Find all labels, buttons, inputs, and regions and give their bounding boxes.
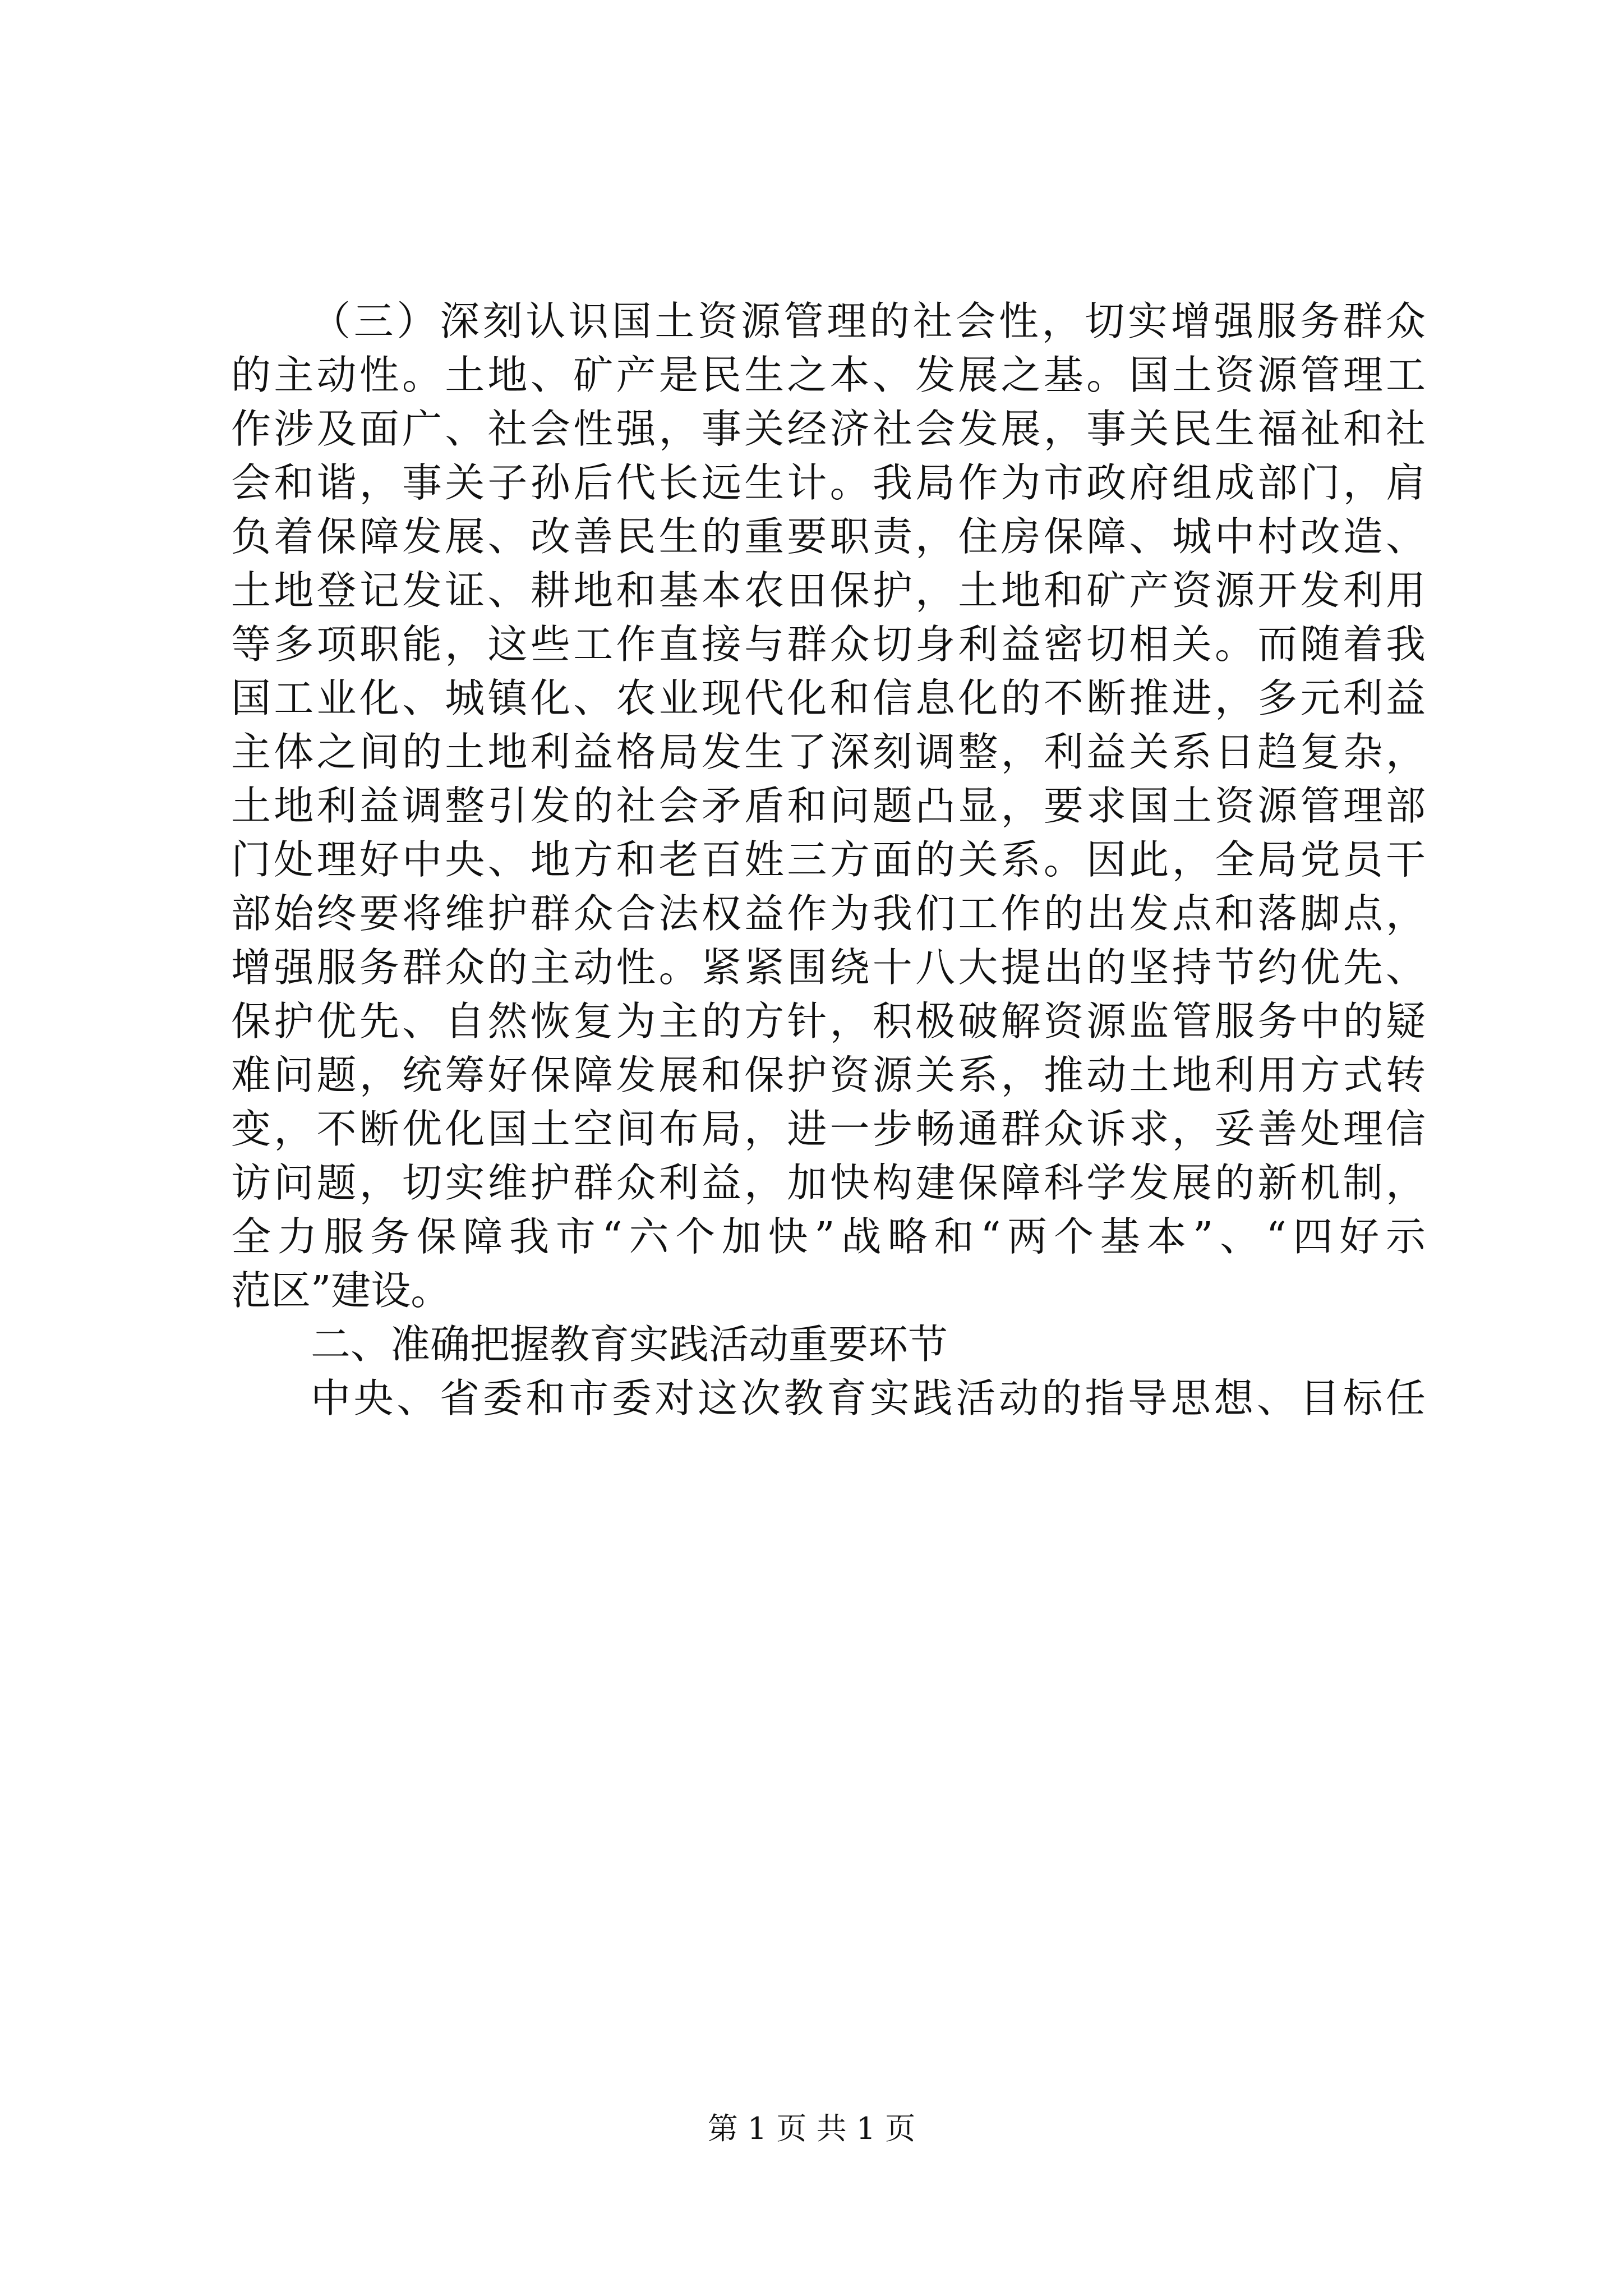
- paragraph-line: 保护优先、自然恢复为主的方针，积极破解资源监管服务中的疑: [231, 998, 1426, 1045]
- paragraph-line: 的主动性。土地、矿产是民生之本、发展之基。国土资源管理工: [231, 352, 1426, 398]
- paragraph-line: 土地登记发证、耕地和基本农田保护，土地和矿产资源开发利用: [231, 567, 1426, 614]
- paragraph-line: 范区”建设。: [231, 1267, 451, 1314]
- paragraph-line: 部始终要将维护群众合法权益作为我们工作的出发点和落脚点，: [231, 890, 1426, 937]
- paragraph-line: 难问题，统筹好保障发展和保护资源关系，推动土地利用方式转: [231, 1052, 1426, 1098]
- paragraph-line: 访问题，切实维护群众利益，加快构建保障科学发展的新机制，: [231, 1159, 1426, 1206]
- paragraph-line: 中央、省委和市委对这次教育实践活动的指导思想、目标任: [311, 1375, 1426, 1421]
- paragraph-line: 变，不断优化国土空间布局，进一步畅通群众诉求，妥善处理信: [231, 1106, 1426, 1152]
- document-body: [231, 295, 1426, 1425]
- paragraph-line: 门处理好中央、地方和老百姓三方面的关系。因此，全局党员干: [231, 836, 1426, 883]
- paragraph-line: 负着保障发展、改善民生的重要职责，住房保障、城中村改造、: [231, 513, 1426, 560]
- paragraph-line: 作涉及面广、社会性强，事关经济社会发展，事关民生福祉和社: [231, 406, 1426, 452]
- paragraph-line: 主体之间的土地利益格局发生了深刻调整，利益关系日趋复杂，: [231, 729, 1426, 775]
- paragraph-line: 等多项职能，这些工作直接与群众切身利益密切相关。而随着我: [231, 621, 1426, 668]
- paragraph-line: 国工业化、城镇化、农业现代化和信息化的不断推进，多元利益: [231, 675, 1426, 721]
- paragraph-line: 会和谐，事关子孙后代长远生计。我局作为市政府组成部门，肩: [231, 459, 1426, 506]
- section-heading: 二、准确把握教育实践活动重要环节: [311, 1321, 948, 1368]
- paragraph-line: 全力服务保障我市“六个加快”战略和“两个基本”、“四好示: [231, 1213, 1426, 1260]
- paragraph-line: 土地利益调整引发的社会矛盾和问题凸显，要求国土资源管理部: [231, 783, 1426, 829]
- paragraph-line: （三）深刻认识国土资源管理的社会性，切实增强服务群众: [311, 298, 1426, 344]
- paragraph-line: 增强服务群众的主动性。紧紧围绕十八大提出的坚持节约优先、: [231, 944, 1426, 991]
- page-footer: 第 1 页 共 1 页: [707, 2111, 916, 2146]
